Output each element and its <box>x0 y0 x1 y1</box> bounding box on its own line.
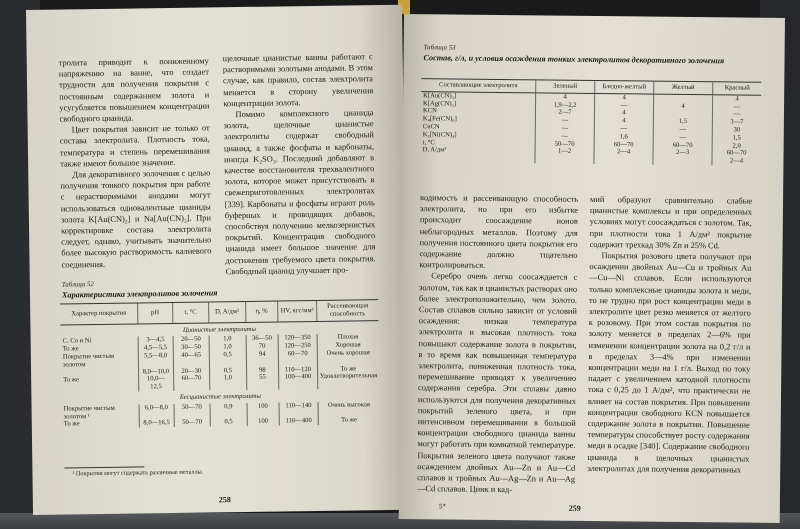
table-cell: D, A/дм² <box>422 146 447 154</box>
table-footnote: ¹ Покрытия могут содержать различные металлы. <box>72 468 204 478</box>
paragraph: водимость и рассеивающую способность электролита, но при его избытке происходит соосаждение ионов неблагородных металлов. Поэтому для получения постоянного цвета покрытия его содержание должно тщательно контролироваться. <box>419 193 579 271</box>
paragraph: щелочные цианистые ванны работают с растворимыми золотыми анодами. В этом случае, как правило, состав электролита меняется в сторону увеличения концентрации золота. <box>222 52 374 109</box>
table-cell: То же <box>318 416 380 425</box>
table-cell: Очень высокая <box>318 401 380 417</box>
table-cell: 0,5 <box>209 351 246 367</box>
table-cell: K₄[Fe(CN)₆] <box>422 115 457 123</box>
table-cell: 40—65 <box>173 351 210 367</box>
page-number: 259 <box>568 503 581 513</box>
table-cell: 2—4 <box>594 148 653 156</box>
table-cell: Плохая <box>317 333 379 342</box>
column-header: Бледно-желтый <box>595 81 654 94</box>
table-cell: K[Ag(CN)₂] <box>423 99 457 108</box>
table-cell: — <box>594 125 653 133</box>
table-cell: 50—70 <box>174 419 211 427</box>
left-col-1 <box>59 55 212 270</box>
table-cell: 2—7 <box>535 109 594 117</box>
table-cell: 1,5 <box>653 118 712 126</box>
table-cell: 8,0—16,5 <box>139 419 174 427</box>
table-cell: То же <box>63 420 80 428</box>
column-header: Красный <box>713 82 762 95</box>
table-cell: 60—70 <box>594 141 653 149</box>
paragraph: Помимо комплексного цианида золота, щелочные цианистые электролиты содержат свободный цианид, а также фосфаты и карбонаты, иногда K₂SO₃. Последний добавляют в качестве восстановителя трехвалентного золота, которое может присутствовать в свежеприготовленных электролитах [339]. Карбонаты и фосфаты играют роль буферных и проводящих добавок, способствуя получению мелкозернистых покрытий. Концентрация свободного цианида имеет большое значение для достижения требуемого цвета покрытия. Свободный цианид улучшает про- <box>223 108 376 277</box>
table-cell: Удовлетворительная <box>317 372 379 388</box>
column-header: pH <box>138 302 173 323</box>
table-cell: 110—140 <box>279 402 318 418</box>
table-cell: — <box>595 102 654 110</box>
table-cell: K[Au(CN)₂] <box>423 92 457 100</box>
deposition-table <box>420 78 761 166</box>
table-cell: 6,0—8,0 <box>139 404 174 420</box>
table-cell: — <box>713 103 762 111</box>
column-header: η, % <box>245 301 278 322</box>
table-caption: Таблица 52 <box>61 281 94 289</box>
table-cell: KCN <box>422 107 437 115</box>
table-cell: t, °C <box>422 138 435 146</box>
table-title: Состав, г/л, и условия осаждения тонких электролитов декоративного золочения <box>423 53 725 66</box>
table-cell: 2—4 <box>712 157 761 165</box>
table-cell: 110—400 <box>279 417 318 425</box>
table-cell: 110—120 <box>279 366 318 374</box>
table-cell: — <box>712 111 761 119</box>
table-cell: 30 <box>712 126 761 134</box>
column-header: Рассеивающая способность <box>316 300 378 321</box>
table-cell: 100 <box>247 402 280 418</box>
table-section-label: Бесцианистые электролиты <box>179 392 262 401</box>
paragraph: Цвет покрытия зависит не только от состава электролита. Плотность тока, температура и степень перемешивания также имеют большое значение. <box>59 123 211 169</box>
table-cell: 1,0 <box>210 374 247 390</box>
table-cell: 50—70 <box>174 403 211 419</box>
table-cell: 5,5—8,0 <box>138 352 173 368</box>
table-cell <box>594 156 653 164</box>
table-cell: С. Со и Ni <box>62 337 92 345</box>
table-cell: 10,0—12,5 <box>139 375 174 391</box>
electrolyte-table <box>60 299 380 429</box>
table-cell: 20—50 <box>173 336 210 344</box>
column-header: Зеленый <box>536 80 595 93</box>
table-cell: 0,5 <box>210 367 247 375</box>
table-cell: — <box>653 126 712 134</box>
column-header: Составляющие электролита <box>421 79 536 93</box>
table-cell <box>420 154 535 163</box>
table-cell: 2—3 <box>653 149 712 157</box>
right-col-1 <box>417 192 578 496</box>
table-cell: — <box>653 133 712 141</box>
table-cell: 55 <box>246 374 279 390</box>
signature-mark: 5* <box>438 502 446 511</box>
table-cell: 2,0 <box>712 142 761 150</box>
table-cell: 1,9—2,2 <box>536 101 595 109</box>
table-cell: 60—70 <box>278 350 317 366</box>
table-cell: 4 <box>595 93 654 102</box>
table-cell: 1,5 <box>712 134 761 142</box>
table-cell <box>535 156 594 164</box>
paragraph: Серебро очень легко соосаждается с золотом, так как в цианистых растворах оно более электроположительно, чем золото. Состав сплавов сильно зависит от условий осаждения: низкая температура электролита и высокая плотность тока повышают содержание золота в покрытии, в то время как повышенная температура электролита, пониженная плотность тока, перемешивание приводят к увеличению содержания серебра. Эти сплавы давно используются для получения декоративных покрытий зеленого цвета, и при интенсивном перемешивании в большой концентрации свободного цианида ванны могут работать при комнатной температуре. Покрытия зеленого цвета получают также осаждением двойных Au—Zn и Au—Cd сплавов и тройных Au—Ag—Zn и Au—Ag—Cd сплавов. Цинк и кад- <box>416 271 578 495</box>
table-cell: 1,0 <box>209 343 246 351</box>
table-cell: 20—30 <box>173 367 210 375</box>
right-page <box>399 14 785 523</box>
column-header: Характер покрытия <box>60 303 138 325</box>
table-cell: То же <box>317 365 379 374</box>
table-cell: 4,5—5,5 <box>138 344 173 352</box>
table-cell: — <box>535 132 594 140</box>
paragraph: Для декоративного золочения с целью получения тонкого покрытия при работе с нерастворимыми анодами могут использоваться одновалентные цианиды золота K[Au(CN)₂] и Na[Au(CN)₂]. При корректировке состава электролита следует, однако, учитывать значительно более высокую растворимость калиевого соединения. <box>60 168 212 270</box>
table-cell: — <box>535 124 594 132</box>
table-cell: K₂[Ni(CN)₄] <box>422 130 457 139</box>
table-cell: Покрытие чистым золотом <box>62 352 115 369</box>
table-cell: 1,0 <box>209 335 246 343</box>
table-section-label: Цианистые электролиты <box>182 325 256 334</box>
table-cell: То же <box>63 376 80 384</box>
table-caption: Таблица 53 <box>423 44 456 52</box>
table-cell: 8,0—10,0 <box>139 368 174 376</box>
table-cell: 36—50 <box>246 335 279 343</box>
paragraph: мий образуют сравнительно слабые цианистые комплексы и при определенных условиях могут соосаждаться с золотом. Так, при плотности тока 1 А/дм² покрытие содержит трехкад 30% Zn и 25% Cd. <box>589 194 753 251</box>
column-header: t, °C <box>172 302 209 323</box>
column-header: HV, кгс/мм² <box>278 300 317 321</box>
table-cell: 60—70 <box>173 375 210 391</box>
table-cell: 4 <box>594 109 653 117</box>
table-cell: 60—70 <box>712 150 761 158</box>
table-cell: 50—70 <box>535 140 594 148</box>
table-cell: 4 <box>536 93 595 102</box>
table-cell: 4 <box>594 117 653 125</box>
table-cell: 94 <box>246 350 279 366</box>
table-cell: 4 <box>654 102 713 110</box>
table-cell: То же <box>62 345 79 353</box>
table-title: Характеристика электролитов золочения <box>61 288 218 300</box>
table-cell: 30—50 <box>173 344 210 352</box>
table-cell: CuCN <box>422 123 440 131</box>
left-col-2 <box>223 51 376 277</box>
table-cell: 3—4,5 <box>138 336 173 344</box>
table-cell: 120—350 <box>278 334 317 342</box>
table-cell: — <box>535 117 594 125</box>
table-cell: 100 <box>247 418 280 426</box>
right-col-2 <box>587 194 752 476</box>
paragraph: тролита приводит к пониженному напряжению на ванне, что создает трудности для получения покрытия с постоянным содержанием золота и усугубляется повышением концентрации свободного цианида. <box>58 56 210 124</box>
table-cell: 120—250 <box>278 342 317 350</box>
table-cell: 1—2 <box>535 148 594 156</box>
footnote-rule <box>64 466 144 468</box>
table-cell: 60—70 <box>653 141 712 149</box>
column-header: D, A/дм² <box>209 301 246 322</box>
table-cell: 100—400 <box>279 373 318 389</box>
table-cell: Очень хорошая <box>317 349 379 365</box>
table-cell <box>653 157 712 165</box>
table-cell: 4 <box>713 95 762 104</box>
paragraph: Покрытия розового цвета получают при осаждении двойных Au—Cu и тройных Au—Cu—Ni сплавов. Если используются только комплексные цианиды золота и меди, то не трудно при рост концентрации меди в электролите цвет резко меняется от желтого к розовому. При этом состав покрытия по золоту меняется в пределах 2—6% при изменении концентрации золота на 0,2 г/л и в пределах 3—4% при изменении концентрации меди на 1 г/л. Выход по току падает с увеличением катодной плотности тока с 0,25 до 1 А/дм², что практически не влияет на состав покрытия. При повышении концентрации свободного KCN повышается содержание золота в покрытии. Повышение температуры способствует росту содержания меди в осадке [340]. Содержание свободного цианида в щелочных цианистых электролитах для получения декоративных <box>587 251 752 475</box>
table-cell: Покрытие чистым золотом ¹ <box>63 404 115 421</box>
table-cell: Хорошая <box>317 341 379 350</box>
page-number: 258 <box>218 495 231 505</box>
column-header: Желтый <box>654 81 713 94</box>
table-cell: 3—7 <box>712 118 761 126</box>
table-cell: 0,9 <box>210 403 247 419</box>
table-cell: 1,6 <box>594 133 653 141</box>
table-cell: 0,5 <box>210 418 247 426</box>
table-cell: 70 <box>246 343 279 351</box>
left-page <box>26 5 409 515</box>
table-cell: 98 <box>246 366 279 374</box>
